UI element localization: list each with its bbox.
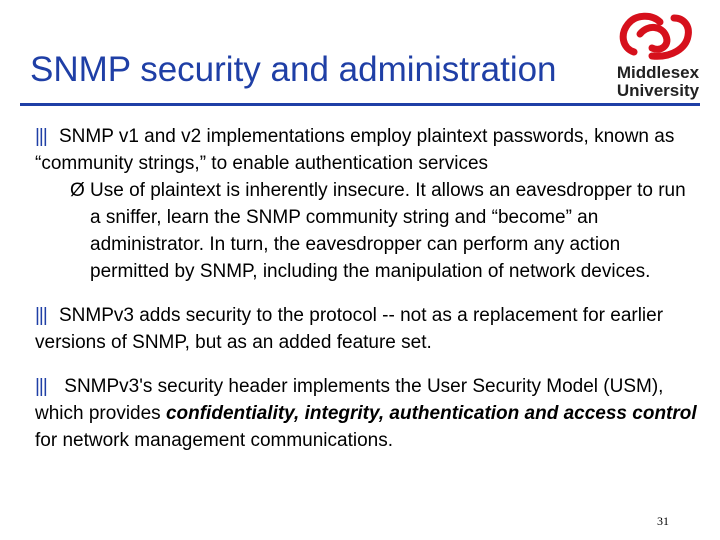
bullet-paragraph-2 — [35, 302, 700, 356]
arrow-bullet-icon: Ø — [70, 180, 85, 201]
emphasis-authentication-access-control: authentication and access control — [389, 403, 697, 424]
emphasis-separator: , — [378, 403, 390, 424]
emphasis-confidentiality: confidentiality — [165, 403, 295, 424]
logo-text-line1: Middlesex — [616, 63, 700, 82]
emphasis-separator: , — [294, 403, 305, 424]
paragraph-3-text-post: for network management communications. — [35, 430, 393, 451]
slide-body — [35, 123, 700, 454]
bullet-marker-icon: ||| — [35, 376, 47, 397]
bullet-marker-icon: ||| — [35, 126, 47, 147]
emphasis-integrity: integrity — [304, 403, 379, 424]
sub-bullet-1-text: Use of plaintext is inherently insecure. It allows an eavesdropper to run a sniffer, learn the SNMP community string and “become” an administrator. In turn, the eavesdropper can perform any action permitted by SNMP, including the manipulation of network devices. — [90, 180, 686, 282]
bullet-marker-icon: ||| — [35, 305, 47, 326]
middlesex-logo-icon — [612, 8, 704, 64]
paragraph-2-text: SNMPv3 adds security to the protocol -- not as a replacement for earlier versions of SNMP, but as an added feature set. — [35, 305, 664, 353]
paragraph-3-text-pre: SNMPv3's security header implements the User Security Model (USM), which provides — [35, 376, 664, 424]
paragraph-1-text: SNMP v1 and v2 implementations employ plaintext passwords, known as “community strings,” to enable authentication services — [35, 126, 675, 174]
sub-bullet-1 — [70, 177, 700, 285]
bullet-paragraph-3 — [35, 373, 700, 454]
bullet-paragraph-1 — [35, 123, 700, 177]
page-number: 31 — [657, 514, 669, 528]
title-divider — [20, 103, 700, 106]
slide-title: SNMP security and administration — [30, 50, 557, 89]
university-logo — [612, 8, 704, 104]
logo-text-line2: University — [616, 81, 700, 100]
